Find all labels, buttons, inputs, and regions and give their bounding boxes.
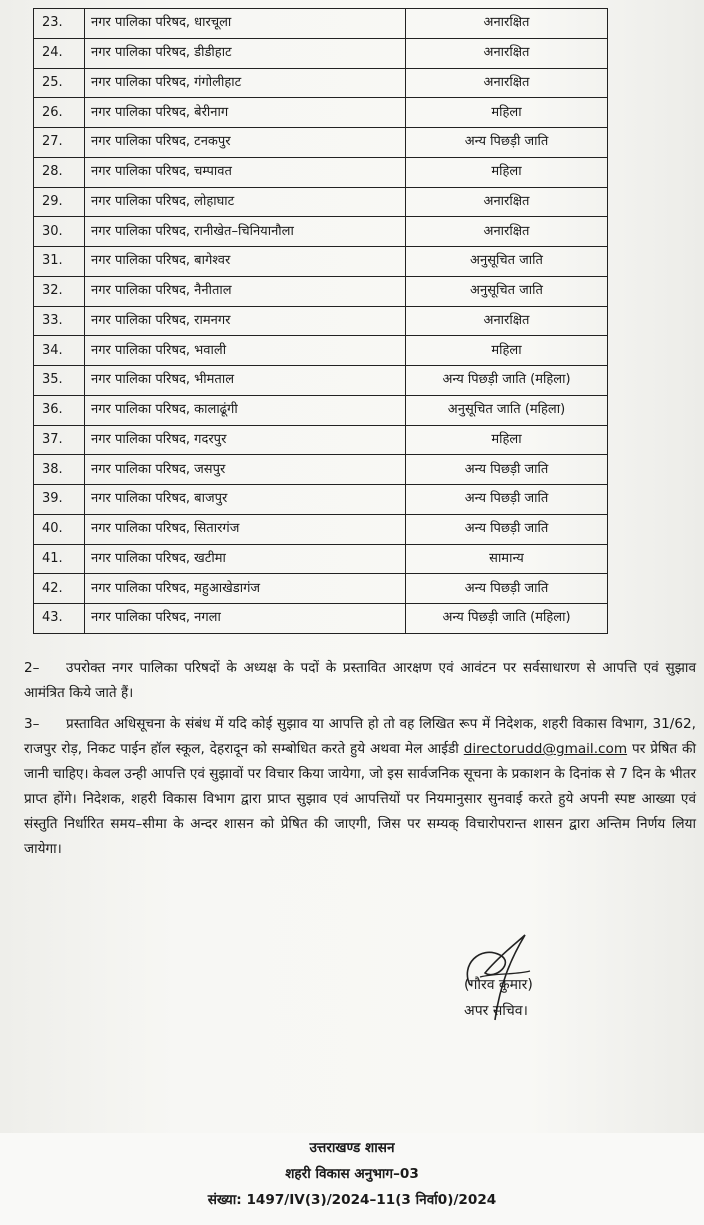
row-number: 27. [34,128,85,158]
reservation-category: अन्य पिछड़ी जाति (महिला) [406,366,608,396]
table-row [34,276,608,306]
reservation-table [33,8,608,634]
reservation-category: सामान्य [406,544,608,574]
reservation-category: अन्य पिछड़ी जाति [406,128,608,158]
signature-block [440,925,620,1035]
reservation-category: महिला [406,425,608,455]
row-number: 43. [34,604,85,634]
municipality-name: नगर पालिका परिषद, नगला [85,604,406,634]
municipality-name: नगर पालिका परिषद, सितारगंज [85,514,406,544]
municipality-name: नगर पालिका परिषद, बागेश्वर [85,247,406,277]
row-number: 39. [34,485,85,515]
footer-line-2: शहरी विकास अनुभाग–03 [285,1166,419,1182]
row-number: 28. [34,157,85,187]
table-row [34,514,608,544]
reservation-category: अनुसूचित जाति [406,276,608,306]
row-number: 31. [34,247,85,277]
row-number: 24. [34,38,85,68]
footer-line-1: उत्तराखण्ड शासन [309,1140,395,1156]
table-row [34,217,608,247]
reservation-category: अनारक्षित [406,187,608,217]
municipality-name: नगर पालिका परिषद, रानीखेत–चिनियानौला [85,217,406,247]
footer-line-3: संख्या: 1497/IV(3)/2024–11(3 निर्वा0)/2024 [207,1192,497,1208]
paragraph-3 [24,712,696,862]
row-number: 33. [34,306,85,336]
row-number: 40. [34,514,85,544]
table-row [34,485,608,515]
table-row [34,425,608,455]
paragraph-3-text-after: पर प्रेषित की जानी चाहिए। केवल उन्ही आपत्ति एवं सुझावों पर विचार किया जायेगा, जो इस सार्वजनिक सूचना के प्रकाशन के दिनांक से 7 दिन के भीतर प्राप्त होंगे। निदेशक, शहरी विकास विभाग द्वारा प्राप्त सुझाव एवं आपत्तियों पर नियमानुसार सुनवाई करते हुये अपनी स्पष्ट आख्या एवं संस्तुति निर्धारित समय–सीमा के अन्दर शासन को प्रेषित की जाएगी, जिस पर सम्यक् विचारोपरान्त शासन द्वारा अन्तिम निर्णय लिया जायेगा। [24,741,696,857]
reservation-category: अनुसूचित जाति (महिला) [406,395,608,425]
row-number: 35. [34,366,85,396]
table-row [34,187,608,217]
municipality-name: नगर पालिका परिषद, चम्पावत [85,157,406,187]
municipality-name: नगर पालिका परिषद, गदरपुर [85,425,406,455]
reservation-category: अनारक्षित [406,68,608,98]
row-number: 38. [34,455,85,485]
reservation-category: अन्य पिछड़ी जाति [406,514,608,544]
municipality-name: नगर पालिका परिषद, धारचूला [85,9,406,39]
table-row [34,395,608,425]
row-number: 26. [34,98,85,128]
paragraph-3-text-before: प्रस्तावित अधिसूचना के संबंध में यदि कोई सुझाव या आपत्ति हो तो वह लिखित रूप में निदेशक, शहरी विकास विभाग, 31/62, राजपुर रोड़, निकट पाईन हॉल स्कूल, देहरादून को सम्बोधित करते हुये अथवा मेल आईडी [24,716,696,757]
paragraph-2 [24,656,696,706]
row-number: 32. [34,276,85,306]
row-number: 37. [34,425,85,455]
signatory-designation: अपर सचिव। [464,1003,528,1019]
municipality-name: नगर पालिका परिषद, जसपुर [85,455,406,485]
row-number: 34. [34,336,85,366]
municipality-name: नगर पालिका परिषद, महुआखेडागंज [85,574,406,604]
municipality-name: नगर पालिका परिषद, रामनगर [85,306,406,336]
table-row [34,366,608,396]
row-number: 36. [34,395,85,425]
municipality-name: नगर पालिका परिषद, नैनीताल [85,276,406,306]
table-row [34,574,608,604]
table-row [34,98,608,128]
email-link[interactable]: directorudd@gmail.com [463,741,628,757]
reservation-category: महिला [406,98,608,128]
municipality-name: नगर पालिका परिषद, बाजपुर [85,485,406,515]
reservation-category: अन्य पिछड़ी जाति [406,455,608,485]
table-row [34,128,608,158]
reservation-category: अनारक्षित [406,38,608,68]
municipality-name: नगर पालिका परिषद, कालाढूंगी [85,395,406,425]
table-row [34,336,608,366]
table-row [34,247,608,277]
paragraph-2-text: उपरोक्त नगर पालिका परिषदों के अध्यक्ष के पदों के प्रस्तावित आरक्षण एवं आवंटन पर सर्वसाधारण से आपत्ति एवं सुझाव आमंत्रित किये जाते हैं। [24,660,696,701]
table-row [34,157,608,187]
reservation-category: अन्य पिछड़ी जाति (महिला) [406,604,608,634]
reservation-category: महिला [406,157,608,187]
municipality-name: नगर पालिका परिषद, भीमताल [85,366,406,396]
row-number: 30. [34,217,85,247]
table-row [34,38,608,68]
municipality-name: नगर पालिका परिषद, लोहाघाट [85,187,406,217]
row-number: 42. [34,574,85,604]
reservation-category: अन्य पिछड़ी जाति [406,485,608,515]
next-page-header [0,1133,704,1225]
signatory-name: (गौरव कुमार) [464,977,533,993]
paragraph-3-label: 3– [24,716,40,732]
row-number: 25. [34,68,85,98]
table-row [34,604,608,634]
row-number: 23. [34,9,85,39]
municipality-name: नगर पालिका परिषद, टनकपुर [85,128,406,158]
table-row [34,544,608,574]
reservation-category: अनुसूचित जाति [406,247,608,277]
table-row [34,9,608,39]
municipality-name: नगर पालिका परिषद, गंगोलीहाट [85,68,406,98]
table-row [34,306,608,336]
table-row [34,455,608,485]
reservation-category: अनारक्षित [406,9,608,39]
row-number: 41. [34,544,85,574]
municipality-name: नगर पालिका परिषद, खटीमा [85,544,406,574]
reservation-category: अन्य पिछड़ी जाति [406,574,608,604]
municipality-name: नगर पालिका परिषद, बेरीनाग [85,98,406,128]
reservation-category: अनारक्षित [406,217,608,247]
row-number: 29. [34,187,85,217]
table-row [34,68,608,98]
reservation-category: महिला [406,336,608,366]
paragraph-2-label: 2– [24,660,40,676]
municipality-name: नगर पालिका परिषद, भवाली [85,336,406,366]
reservation-category: अनारक्षित [406,306,608,336]
municipality-name: नगर पालिका परिषद, डीडीहाट [85,38,406,68]
